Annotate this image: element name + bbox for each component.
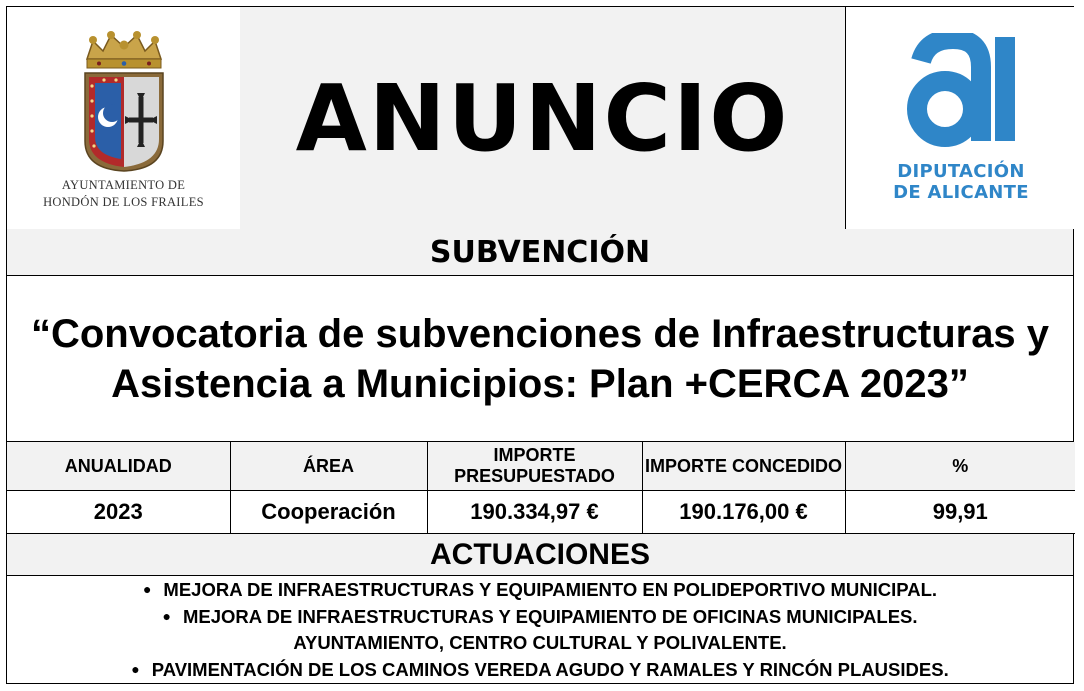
diputacion-name [846,161,1076,203]
cell-importe-concedido: 190.176,00 € [642,491,845,534]
municipality-name-line2: HONDÓN DE LOS FRAILES [43,195,204,209]
list-item [7,656,1073,683]
actuaciones-heading: ACTUACIONES [7,534,1073,576]
bullet-icon: ● [142,581,152,597]
header-row [7,7,1073,230]
list-item [7,603,1073,630]
header-percent: % [845,442,1075,491]
cell-percent: 99,91 [845,491,1075,534]
cell-importe-presupuestado: 190.334,97 € [427,491,642,534]
amounts-table [7,442,1075,534]
diputacion-name-line1: DIPUTACIÓN [897,161,1025,182]
list-item-continuation [7,630,1073,656]
table-row [7,491,1075,534]
header-area: ÁREA [230,442,427,491]
cell-area: Cooperación [230,491,427,534]
list-item-text: MEJORA DE INFRAESTRUCTURAS Y EQUIPAMIENTO EN POLIDEPORTIVO MUNICIPAL. [163,579,938,600]
coat-of-arms-icon [79,31,169,173]
bullet-icon: ● [162,608,171,624]
table-header-row [7,442,1075,491]
announcement-frame [6,6,1074,684]
municipality-logo-cell [7,7,241,229]
diputacion-logo-cell [845,7,1076,229]
list-item [7,576,1073,603]
list-item-text: MEJORA DE INFRAESTRUCTURAS Y EQUIPAMIENTO DE OFICINAS MUNICIPALES. [182,606,918,627]
diputacion-name-line2: DE ALICANTE [893,182,1029,203]
title-cell [240,7,845,229]
municipality-name-line1: AYUNTAMIENTO DE [61,178,186,192]
header-importe-concedido: IMPORTE CONCEDIDO [642,442,845,491]
cell-anualidad: 2023 [7,491,230,534]
diputacion-logo-icon [901,33,1021,153]
list-item-text: PAVIMENTACIÓN DE LOS CAMINOS VEREDA AGUDO Y RAMALES Y RINCÓN PLAUSIDES. [151,659,949,680]
page-title: ANUNCIO [295,64,790,172]
municipality-name [7,177,240,211]
subvencion-heading: SUBVENCIÓN [7,229,1073,276]
convocatoria-title: “Convocatoria de subvenciones de Infraestructuras y Asistencia a Municipios: Plan +CERCA 2023” [7,276,1073,442]
header-anualidad: ANUALIDAD [7,442,230,491]
actuaciones-list [7,576,1073,683]
list-item-text: AYUNTAMIENTO, CENTRO CULTURAL Y POLIVALENTE. [293,632,787,653]
header-importe-presupuestado: IMPORTE PRESUPUESTADO [427,442,642,491]
bullet-icon: ● [131,661,140,677]
